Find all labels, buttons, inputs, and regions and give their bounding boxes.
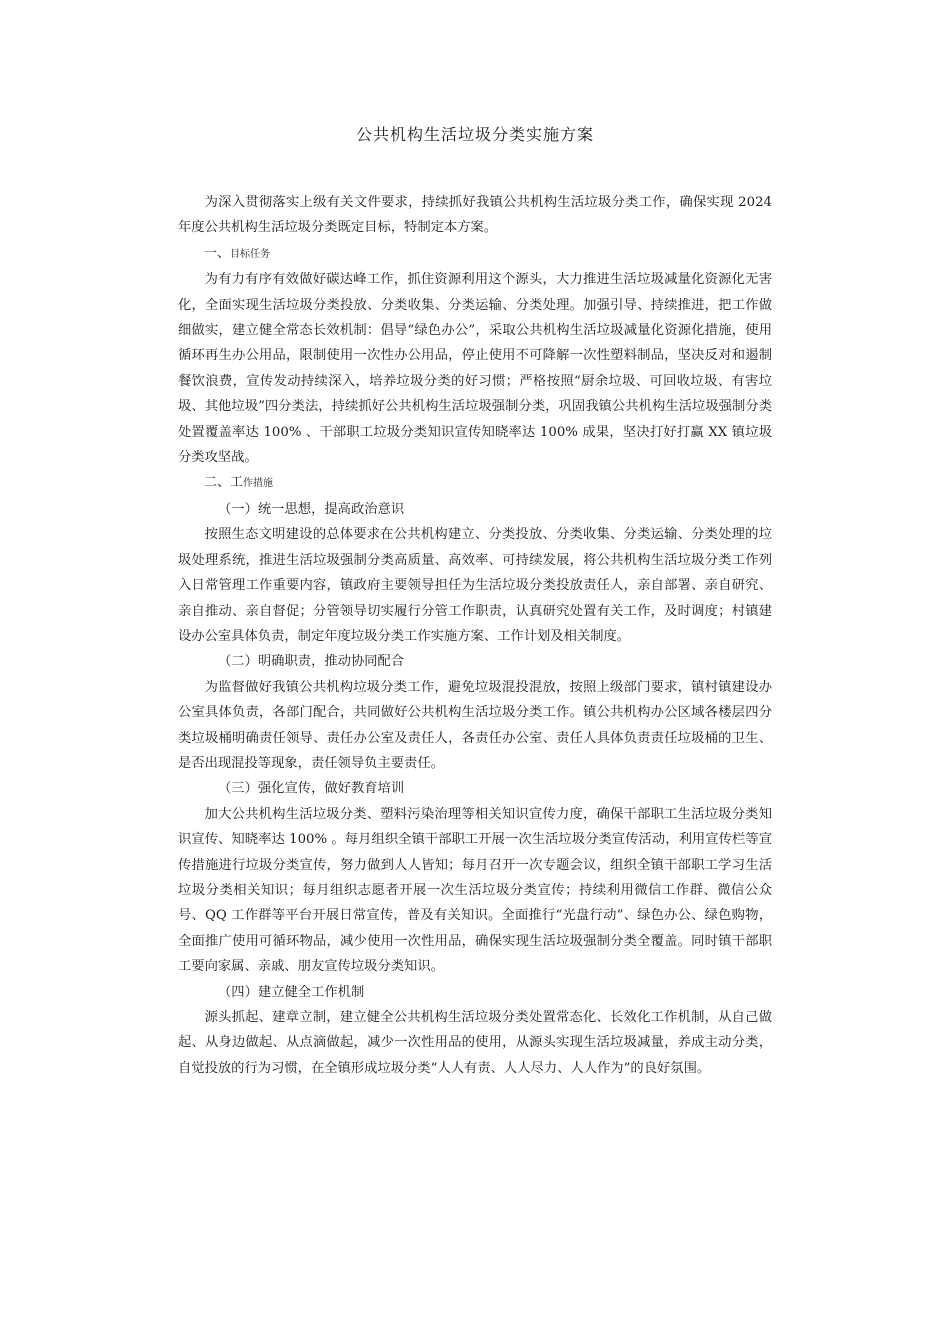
section-number: 一、: [204, 245, 231, 261]
subsection-heading-1: （一）统一思想，提高政治意识: [218, 501, 405, 517]
section-heading-goals: [178, 241, 772, 267]
subsection-paragraph-2: 为监督做好我镇公共机构垃圾分类工作，避免垃圾混投混放，按照上级部门要求，镇村镇建设办公室具体负责，各部门配合，共同做好公共机构生活垃圾分类工作。镇公共机构办公区域各楼层四分类垃圾桶明确责任领导、责任办公室及责任人，各责任办公室、责任人具体负责责任垃圾桶的卫生、是否出现混投等现象，责任领导负主要责任。: [178, 679, 772, 771]
subsection-heading-2: （二）明确职责，推动协同配合: [218, 654, 405, 670]
subsection-paragraph-3: 加大公共机构生活垃圾分类、塑料污染治理等相关知识宣传力度，确保干部职工生活垃圾分类知识宣传、知晓率达 100% 。每月组织全镇干部职工开展一次生活垃圾分类宣传活动，利用宣传栏等宣传措施进行垃圾分类宣传，努力做到人人皆知；每月召开一次专题会议，组织全镇干部职工学习生活垃圾分类相关知识；每月组织志愿者开展一次生活垃圾分类宣传；持续利用微信工作群、微信公众号、QQ 工作群等平台开展日常宣传，普及有关知识。全面推行“光盘行动”、绿色办公、绿色购物，全面推广使用可循环物品，减少使用一次性用品，确保实现生活垃圾强制分类全覆盖。同时镇干部职工要向家属、亲戚、朋友宣传垃圾分类知识。: [178, 806, 772, 975]
document-title: 公共机构生活垃圾分类实施方案: [355, 125, 594, 144]
subsection-heading-4: （四）建立健全工作机制: [218, 984, 365, 1000]
subsection-paragraph-4: 源头抓起、建章立制，建立健全公共机构生活垃圾分类处置常态化、长效化工作机制，从自己做起、从身边做起、从点滴做起，减少一次性用品的使用，从源头实现生活垃圾减量，养成主动分类，自觉投放的行为习惯，在全镇形成垃圾分类“人人有责、人人尽力、人人作为”的良好氛围。: [178, 1010, 772, 1076]
section-title: 目标任务: [230, 248, 271, 260]
section-title: 作措施: [243, 478, 274, 490]
document-body: [178, 190, 772, 1081]
goals-paragraph: 为有力有序有效做好碳达峰工作，抓住资源利用这个源头，大力推进生活垃圾减量化资源化无害化，全面实现生活垃圾分类投放、分类收集、分类运输、分类处理。加强引导、持续推进，把工作做细做实，建立健全常态长效机制：倡导“绿色办公”，采取公共机构生活垃圾减量化资源化措施，使用循环再生办公用品，限制使用一次性办公用品，停止使用不可降解一次性塑料制品，坚决反对和遏制餐饮浪费，宣传发动持续深入，培养垃圾分类的好习惯；严格按照“厨余垃圾、可回收垃圾、有害垃圾、其他垃圾”四分类法，持续抓好公共机构生活垃圾强制分类，巩固我镇公共机构生活垃圾强制分类处置覆盖率达 100% 、干部职工垃圾分类知识宣传知晓率达 100% 成果，坚决打好打赢 XX 镇垃圾分类攻坚战。: [178, 272, 772, 466]
section-number: 二、工: [204, 475, 244, 491]
section-heading-measures: [178, 470, 772, 496]
subsection-paragraph-1: 按照生态文明建设的总体要求在公共机构建立、分类投放、分类收集、分类运输、分类处理的垃圾处理系统，推进生活垃圾强制分类高质量、高效率、可持续发展，将公共机构生活垃圾分类工作列入日常管理工作重要内容，镇政府主要领导担任为生活垃圾分类投放责任人，亲自部署、亲自研究、亲自推动、亲自督促；分管领导切实履行分管工作职责，认真研究处置有关工作，及时调度；村镇建设办公室具体负责，制定年度垃圾分类工作实施方案、工作计划及相关制度。: [178, 527, 772, 644]
subsection-heading-3: （三）强化宣传，做好教育培训: [218, 781, 405, 797]
intro-paragraph: 为深入贯彻落实上级有关文件要求，持续抓好我镇公共机构生活垃圾分类工作，确保实现 2024 年度公共机构生活垃圾分类既定目标，特制定本方案。: [178, 195, 772, 236]
